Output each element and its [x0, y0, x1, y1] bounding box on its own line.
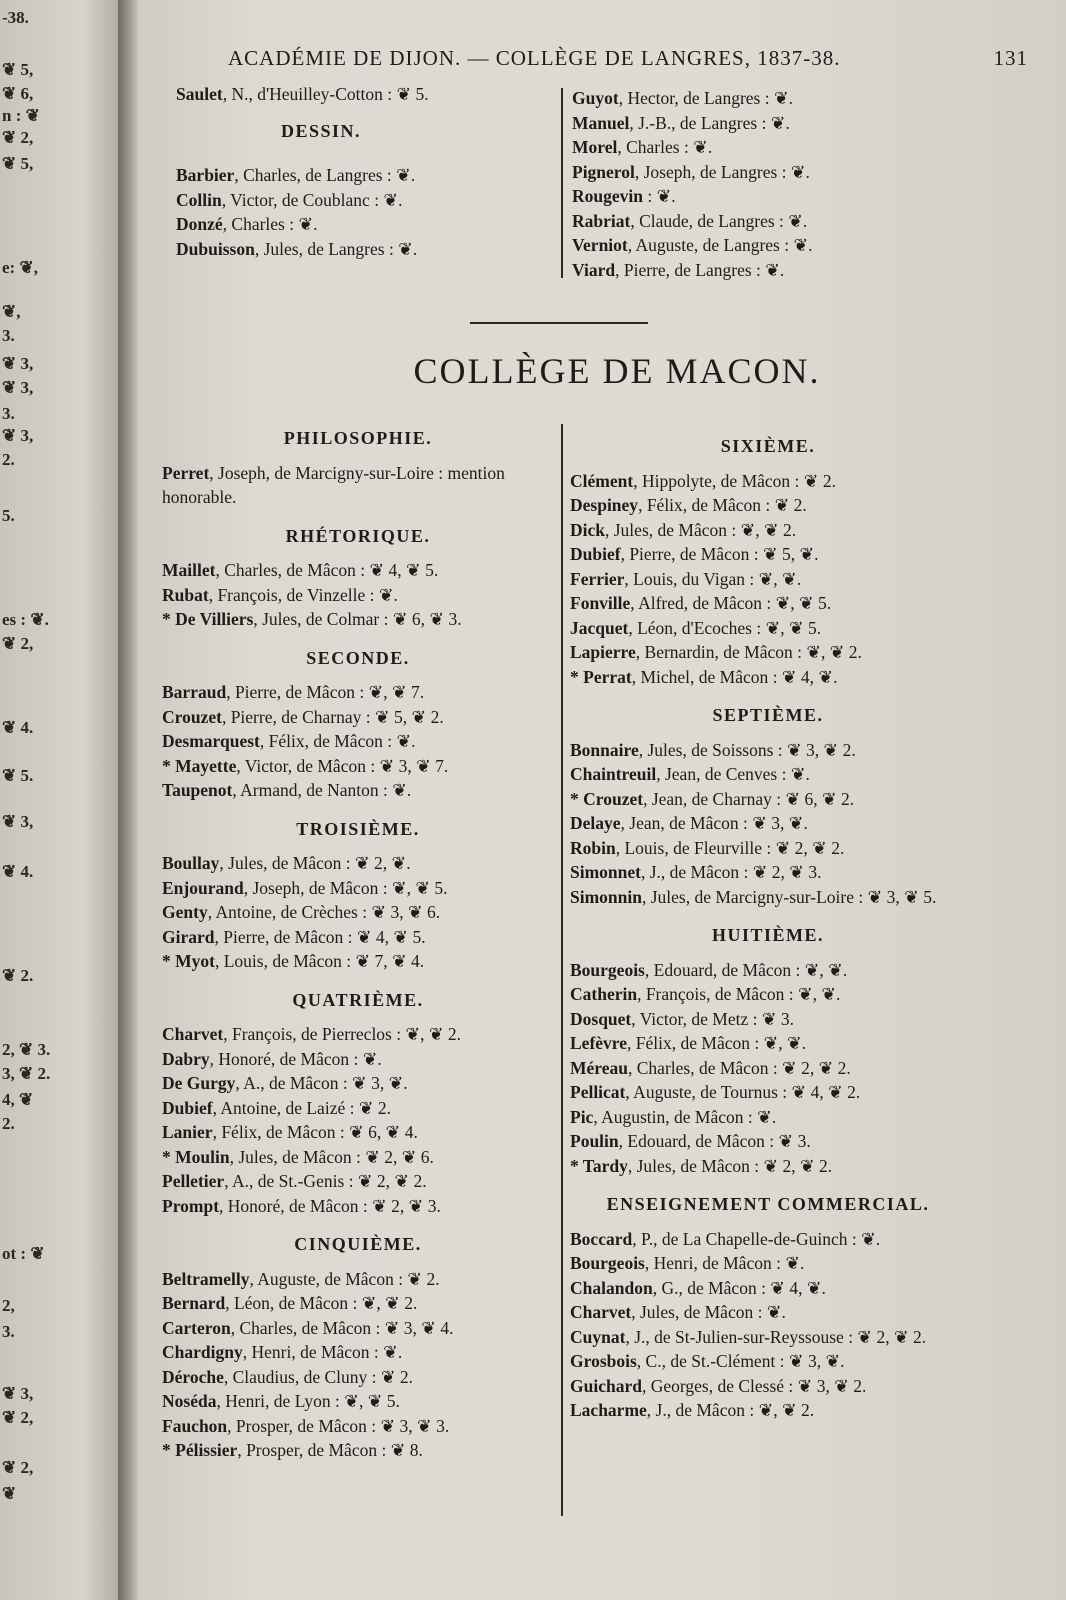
student-name: * De Villiers	[162, 609, 254, 629]
list-item	[162, 729, 554, 754]
list-item	[162, 778, 554, 803]
student-details: , Charles : ❦.	[617, 137, 713, 157]
student-name: Prompt	[162, 1195, 220, 1216]
student-details: , François, de Vinzelle : ❦.	[208, 584, 398, 605]
student-details: , Jean, de Charnay : ❦ 6, ❦ 2.	[643, 788, 855, 809]
list-item	[570, 1325, 966, 1350]
list-item	[162, 1096, 554, 1121]
facing-page-fragment: ot : ❦	[2, 1244, 45, 1263]
student-name: Bernard	[162, 1293, 226, 1313]
student-name: Guyot	[572, 88, 619, 108]
facing-page-fragment: ❦ 3,	[2, 426, 34, 445]
list-item	[162, 1365, 554, 1390]
student-details: , A., de Mâcon : ❦ 3, ❦.	[235, 1073, 408, 1093]
facing-page-fragment: 3, ❦ 2.	[2, 1064, 51, 1083]
student-name: Girard	[162, 926, 215, 947]
student-name: Robin	[570, 837, 616, 858]
student-details: , François, de Mâcon : ❦, ❦.	[637, 984, 841, 1004]
student-details: , Pierre, de Mâcon : ❦ 5, ❦.	[620, 544, 819, 564]
list-item	[570, 493, 966, 518]
student-details: , Louis, du Vigan : ❦, ❦.	[624, 568, 802, 589]
list-item	[176, 163, 576, 188]
facing-page-fragment: ❦ 3,	[2, 378, 34, 397]
list-item	[162, 851, 554, 876]
student-details: , A., de St.-Genis : ❦ 2, ❦ 2.	[224, 1171, 427, 1191]
student-name: Fonville	[570, 593, 631, 613]
student-details: , Pierre, de Mâcon : ❦ 4, ❦ 5.	[214, 926, 426, 947]
facing-page-fragment: 2, ❦ 3.	[2, 1040, 51, 1059]
student-details: , Edouard, de Mâcon : ❦, ❦.	[644, 959, 848, 980]
facing-page-fragment: ❦ 3,	[2, 1384, 34, 1403]
student-name: Saulet	[176, 84, 223, 104]
student-details: , François, de Pierreclos : ❦, ❦ 2.	[223, 1024, 462, 1044]
list-item	[570, 836, 966, 861]
student-name: * Tardy	[570, 1155, 628, 1176]
student-details: , C., de St.-Clément : ❦ 3, ❦.	[636, 1351, 845, 1371]
student-details: , Pierre, de Mâcon : ❦, ❦ 7.	[226, 682, 425, 702]
section-heading: RHÉTORIQUE.	[285, 525, 431, 546]
column-divider	[561, 88, 563, 278]
student-name: Verniot	[572, 235, 628, 255]
list-item	[570, 1300, 966, 1325]
list-item	[162, 900, 554, 925]
facing-page-fragment: ❦ 4.	[2, 862, 34, 881]
list-item	[162, 680, 554, 705]
facing-page-fragment: ❦ 2,	[2, 1458, 34, 1477]
list-item	[176, 212, 576, 237]
student-details: , J., de Mâcon : ❦ 2, ❦ 3.	[640, 862, 822, 882]
student-details: , Victor, de Mâcon : ❦ 3, ❦ 7.	[236, 755, 449, 776]
student-details: , Pierre, de Langres : ❦.	[615, 259, 785, 280]
list-item	[570, 1374, 966, 1399]
student-details: , J., de Mâcon : ❦, ❦ 2.	[646, 1400, 815, 1420]
student-name: Ferrier	[570, 568, 625, 589]
college-title: COLLÈGE DE MACON.	[413, 351, 821, 391]
facing-page-fragment: 2,	[2, 1296, 15, 1315]
student-details: , Louis, de Mâcon : ❦ 7, ❦ 4.	[214, 951, 425, 971]
student-details: , Auguste, de Mâcon : ❦ 2.	[249, 1268, 440, 1289]
list-item	[570, 1056, 966, 1081]
list-item	[162, 1389, 554, 1414]
student-details: , Jean, de Mâcon : ❦ 3, ❦.	[620, 813, 808, 833]
facing-page-fragment: ❦ 3,	[2, 812, 34, 831]
student-name: Cuynat	[570, 1326, 626, 1347]
facing-page-edge	[0, 0, 118, 1600]
list-item	[162, 1316, 554, 1341]
facing-page-fragment: ❦ 2,	[2, 128, 34, 147]
student-details: , Joseph, de Marcigny-sur-Loire : mention honorable.	[162, 462, 505, 507]
list-item	[162, 1120, 554, 1145]
langres-right-column	[572, 86, 972, 282]
student-details: , Charles, de Mâcon : ❦ 2, ❦ 2.	[628, 1057, 851, 1078]
list-item	[572, 258, 972, 283]
student-details: , Léon, d'Ecoches : ❦, ❦ 5.	[628, 617, 822, 638]
section-heading: TROISIÈME.	[296, 818, 420, 839]
facing-page-fragment: ❦ 4.	[2, 718, 34, 737]
list-item	[162, 1022, 554, 1047]
student-details: , G., de Mâcon : ❦ 4, ❦.	[652, 1277, 826, 1298]
list-item	[570, 665, 966, 690]
student-details: , Jules, de Colmar : ❦ 6, ❦ 3.	[253, 609, 462, 629]
list-item	[570, 616, 966, 641]
student-name: Pignerol	[572, 161, 635, 182]
student-details: , Jules, de Mâcon : ❦, ❦ 2.	[605, 519, 797, 540]
student-details: , Félix, de Mâcon : ❦, ❦.	[627, 1033, 807, 1053]
student-name: Dosquet	[570, 1008, 632, 1029]
list-item	[570, 1031, 966, 1056]
student-name: Morel	[572, 137, 618, 157]
list-item	[570, 1129, 966, 1154]
section-heading: SEPTIÈME.	[712, 705, 824, 725]
student-name: Rabriat	[572, 210, 631, 231]
facing-page-fragment: ❦ 5,	[2, 60, 34, 79]
macon-left-column	[162, 412, 554, 1463]
student-details: , Félix, de Mâcon : ❦ 2.	[638, 495, 807, 515]
student-details: , N., d'Heuilley-Cotton : ❦ 5.	[222, 84, 429, 104]
facing-page-fragment: ❦ 6,	[2, 84, 34, 103]
list-item	[570, 469, 966, 494]
student-name: Chardigny	[162, 1342, 243, 1362]
student-details: , Auguste, de Langres : ❦.	[627, 235, 813, 255]
list-item	[570, 982, 966, 1007]
student-name: Simonnin	[570, 886, 642, 907]
student-details: , Michel, de Mâcon : ❦ 4, ❦.	[631, 666, 838, 687]
student-details: , Charles, de Mâcon : ❦ 4, ❦ 5.	[215, 560, 439, 580]
facing-page-fragment: e: ❦,	[2, 258, 38, 277]
student-name: Boullay	[162, 853, 220, 873]
student-details: , Honoré, de Mâcon : ❦.	[209, 1048, 382, 1069]
student-details: , Jules, de Marcigny-sur-Loire : ❦ 3, ❦ 5.	[641, 886, 937, 907]
list-item	[162, 949, 554, 974]
facing-page-fragment: ❦ 2,	[2, 634, 34, 653]
student-details: , J.-B., de Langres : ❦.	[629, 112, 790, 133]
list-item	[570, 762, 966, 787]
list-item	[572, 111, 972, 136]
langres-left-column	[176, 82, 576, 261]
student-name: Donzé	[176, 214, 223, 234]
student-name: * Mayette	[162, 755, 237, 776]
section-heading: PHILOSOPHIE.	[283, 428, 433, 448]
student-name: Déroche	[162, 1366, 224, 1387]
student-name: Rougevin	[572, 186, 643, 206]
student-name: Dick	[570, 519, 605, 540]
student-name: Dubief	[162, 1097, 213, 1118]
student-details: , Félix, de Mâcon : ❦ 6, ❦ 4.	[212, 1122, 418, 1142]
macon-right-column	[570, 420, 966, 1423]
student-details: , Victor, de Metz : ❦ 3.	[631, 1008, 795, 1029]
list-item	[570, 958, 966, 983]
list-item	[570, 591, 966, 616]
list-item	[162, 1438, 554, 1463]
facing-page-fragment: -38.	[2, 8, 29, 27]
student-name: Clément	[570, 470, 634, 491]
list-item	[162, 558, 554, 583]
section-heading: DESSIN.	[280, 120, 362, 141]
facing-page-fragment: ❦ 3,	[2, 354, 34, 373]
student-details: , Henri, de Mâcon : ❦.	[242, 1342, 403, 1362]
list-item	[162, 1169, 554, 1194]
student-name: Lacharme	[570, 1400, 647, 1420]
student-name: Beltramelly	[162, 1268, 250, 1289]
list-item	[570, 1349, 966, 1374]
student-name: * Pélissier	[162, 1440, 238, 1460]
list-item	[570, 885, 966, 910]
list-item	[162, 1194, 554, 1219]
list-item	[162, 1145, 554, 1170]
student-name: Barbier	[176, 165, 235, 185]
list-item	[572, 86, 972, 111]
facing-page-fragment: ❦ 2,	[2, 1408, 34, 1427]
student-details: , Joseph, de Mâcon : ❦, ❦ 5.	[243, 877, 448, 898]
student-details: , Jean, de Cenves : ❦.	[656, 764, 810, 784]
student-name: Bourgeois	[570, 959, 645, 980]
list-item	[572, 160, 972, 185]
student-name: Viard	[572, 259, 616, 280]
section-separator	[470, 322, 648, 324]
list-item	[570, 1227, 966, 1252]
student-details: , Jules, de Mâcon : ❦ 2, ❦.	[219, 853, 411, 873]
facing-page-fragment: 4, ❦	[2, 1090, 34, 1109]
student-name: Noséda	[162, 1391, 217, 1411]
facing-page-fragment: ❦	[2, 1484, 17, 1503]
student-name: Lapierre	[570, 642, 636, 662]
student-name: Pelletier	[162, 1171, 225, 1191]
student-details: , Prosper, de Mâcon : ❦ 3, ❦ 3.	[227, 1415, 450, 1436]
book-page	[138, 0, 1066, 1600]
student-details: , Joseph, de Langres : ❦.	[634, 161, 810, 182]
student-name: Jacquet	[570, 617, 629, 638]
student-name: * Perrat	[570, 666, 632, 687]
list-item	[162, 1414, 554, 1439]
facing-page-fragment: ❦ 5.	[2, 766, 34, 785]
list-item	[572, 233, 972, 258]
list-item	[162, 607, 554, 632]
list-item	[162, 754, 554, 779]
student-name: Poulin	[570, 1131, 619, 1151]
student-details: , Charles : ❦.	[222, 214, 318, 234]
facing-page-fragment: ❦ 5,	[2, 154, 34, 173]
list-item	[162, 925, 554, 950]
student-name: Genty	[162, 902, 208, 922]
student-name: Lanier	[162, 1122, 213, 1142]
student-details: : ❦.	[642, 186, 676, 206]
page-number: 131	[993, 46, 1028, 70]
list-item	[162, 1071, 554, 1096]
facing-page-fragment: ❦ 2.	[2, 966, 34, 985]
facing-page-fragment: ❦,	[2, 302, 21, 321]
student-name: Carteron	[162, 1317, 231, 1338]
student-details: , Augustin, de Mâcon : ❦.	[593, 1106, 777, 1127]
list-item	[570, 860, 966, 885]
student-name: Dubief	[570, 544, 621, 564]
list-item	[162, 1267, 554, 1292]
list-item	[176, 237, 576, 262]
facing-page-fragment: 3.	[2, 404, 15, 423]
student-details: , J., de St-Julien-sur-Reyssouse : ❦ 2, ❦ 2.	[625, 1326, 927, 1347]
student-name: Dubuisson	[176, 238, 255, 259]
student-details: , Pierre, de Charnay : ❦ 5, ❦ 2.	[221, 706, 444, 727]
list-item	[570, 1154, 966, 1179]
student-name: Collin	[176, 189, 222, 210]
section-heading: QUATRIÈME.	[292, 989, 424, 1010]
student-details: , Jules, de Langres : ❦.	[254, 238, 418, 259]
student-name: Chalandon	[570, 1277, 653, 1298]
student-name: * Crouzet	[570, 788, 644, 809]
list-item	[572, 209, 972, 234]
student-details: , Jules, de Mâcon : ❦.	[631, 1302, 786, 1322]
student-name: Simonnet	[570, 862, 641, 882]
student-name: Guichard	[570, 1375, 642, 1396]
student-details: , Edouard, de Mâcon : ❦ 3.	[618, 1131, 811, 1151]
student-details: , Henri, de Mâcon : ❦.	[644, 1253, 805, 1273]
list-item	[570, 518, 966, 543]
student-name: Taupenot	[162, 780, 233, 800]
student-name: Maillet	[162, 560, 216, 580]
student-details: , Prosper, de Mâcon : ❦ 8.	[237, 1440, 423, 1460]
facing-page-fragment: es : ❦.	[2, 610, 49, 629]
student-details: , Claude, de Langres : ❦.	[630, 210, 808, 231]
list-item	[570, 640, 966, 665]
student-name: Enjourand	[162, 877, 244, 898]
student-name: Boccard	[570, 1228, 633, 1249]
section-heading: ENSEIGNEMENT COMMERCIAL.	[606, 1194, 930, 1214]
student-name: De Gurgy	[162, 1073, 236, 1093]
student-name: Pic	[570, 1106, 594, 1127]
facing-page-fragment: n : ❦	[2, 106, 40, 125]
student-name: * Moulin	[162, 1146, 230, 1167]
student-details: , Jules, de Soissons : ❦ 3, ❦ 2.	[638, 739, 856, 760]
student-name: Lefèvre	[570, 1033, 628, 1053]
list-item	[162, 583, 554, 608]
student-details: , P., de La Chapelle-de-Guinch : ❦.	[632, 1228, 881, 1249]
list-item	[162, 1047, 554, 1072]
list-item	[570, 1007, 966, 1032]
list-item	[570, 542, 966, 567]
student-details: , Auguste, de Tournus : ❦ 4, ❦ 2.	[625, 1082, 861, 1102]
student-details: , Charles, de Mâcon : ❦ 3, ❦ 4.	[230, 1317, 454, 1338]
list-item	[570, 1251, 966, 1276]
list-item	[570, 1398, 966, 1423]
facing-page-fragment: 2.	[2, 1114, 15, 1133]
student-name: Fauchon	[162, 1415, 228, 1436]
running-head-title: ACADÉMIE DE DIJON. — COLLÈGE DE LANGRES, 1837-38.	[228, 46, 841, 70]
list-item	[162, 705, 554, 730]
list-item	[176, 82, 576, 107]
student-details: , Hector, de Langres : ❦.	[618, 88, 794, 108]
student-details: , Léon, de Mâcon : ❦, ❦ 2.	[225, 1293, 418, 1313]
student-name: Charvet	[162, 1024, 224, 1044]
section-heading: HUITIÈME.	[711, 925, 825, 945]
student-name: Delaye	[570, 813, 621, 833]
section-heading: SECONDE.	[306, 647, 410, 668]
facing-page-fragment: 3.	[2, 1322, 15, 1341]
student-details: , Jules, de Mâcon : ❦ 2, ❦ 2.	[627, 1155, 833, 1176]
section-heading: SIXIÈME.	[720, 436, 816, 456]
student-name: Chaintreuil	[570, 764, 657, 784]
student-name: Despiney	[570, 495, 639, 515]
student-details: , Charles, de Langres : ❦.	[234, 165, 416, 185]
student-name: Rubat	[162, 584, 209, 605]
list-item	[162, 1340, 554, 1365]
list-item	[572, 135, 972, 160]
list-item	[570, 738, 966, 763]
section-heading: CINQUIÈME.	[294, 1234, 422, 1254]
list-item	[176, 188, 576, 213]
list-item	[162, 1291, 554, 1316]
student-name: Perret	[162, 462, 210, 483]
student-name: Crouzet	[162, 706, 222, 727]
list-item	[572, 184, 972, 209]
column-divider	[561, 424, 563, 1516]
student-details: , Honoré, de Mâcon : ❦ 2, ❦ 3.	[219, 1195, 441, 1216]
student-name: Pellicat	[570, 1082, 626, 1102]
student-details: , Victor, de Coublanc : ❦.	[221, 189, 403, 210]
facing-page-fragment: 3.	[2, 326, 15, 345]
student-details: , Louis, de Fleurville : ❦ 2, ❦ 2.	[615, 837, 845, 858]
student-name: Bourgeois	[570, 1253, 645, 1273]
facing-page-fragment: 2.	[2, 450, 15, 469]
list-item	[570, 787, 966, 812]
student-name: Desmarquest	[162, 731, 260, 751]
book-gutter	[118, 0, 138, 1600]
student-name: Catherin	[570, 984, 638, 1004]
student-details: , Hippolyte, de Mâcon : ❦ 2.	[633, 470, 836, 491]
list-item	[570, 1105, 966, 1130]
student-name: Barraud	[162, 682, 227, 702]
student-details: , Antoine, de Laizé : ❦ 2.	[212, 1097, 391, 1118]
student-details: , Jules, de Mâcon : ❦ 2, ❦ 6.	[229, 1146, 434, 1167]
list-item	[570, 1276, 966, 1301]
student-name: Bonnaire	[570, 739, 639, 760]
running-head	[228, 46, 1028, 71]
student-details: , Georges, de Clessé : ❦ 3, ❦ 2.	[641, 1375, 867, 1396]
student-name: Dabry	[162, 1048, 210, 1069]
list-item	[162, 461, 554, 510]
list-item	[570, 1080, 966, 1105]
student-details: , Henri, de Lyon : ❦, ❦ 5.	[216, 1391, 400, 1411]
student-details: , Antoine, de Crèches : ❦ 3, ❦ 6.	[207, 902, 441, 922]
student-name: Grosbois	[570, 1351, 637, 1371]
student-details: , Bernardin, de Mâcon : ❦, ❦ 2.	[635, 642, 862, 662]
student-details: , Claudius, de Cluny : ❦ 2.	[223, 1366, 414, 1387]
student-name: * Myot	[162, 951, 215, 971]
student-name: Méreau	[570, 1057, 628, 1078]
student-name: Charvet	[570, 1302, 632, 1322]
student-details: , Félix, de Mâcon : ❦.	[259, 731, 416, 751]
list-item	[162, 876, 554, 901]
student-details: , Armand, de Nanton : ❦.	[232, 780, 412, 800]
list-item	[570, 811, 966, 836]
student-details: , Alfred, de Mâcon : ❦, ❦ 5.	[630, 593, 832, 613]
facing-page-fragment: 5.	[2, 506, 15, 525]
list-item	[570, 567, 966, 592]
student-name: Manuel	[572, 112, 630, 133]
